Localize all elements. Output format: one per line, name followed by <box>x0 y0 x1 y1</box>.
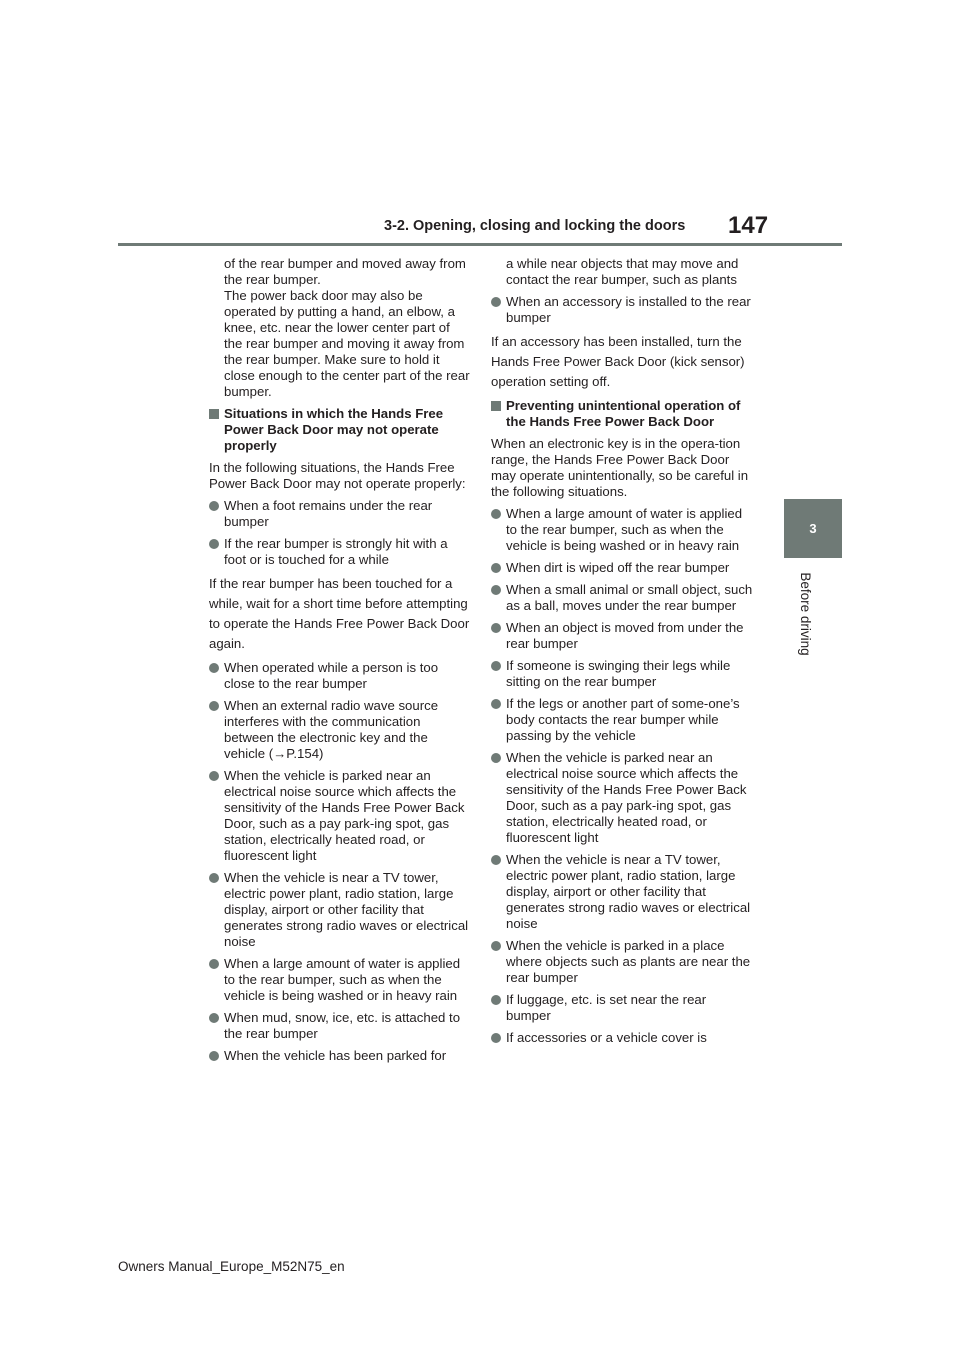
bullet-text: When operated while a person is too close to the rear bumper <box>224 660 439 691</box>
circle-bullet-icon <box>209 1013 219 1023</box>
circle-bullet-icon <box>209 501 219 511</box>
bullet-item <box>491 620 753 652</box>
bullet-item <box>209 660 471 692</box>
circle-bullet-icon <box>491 509 501 519</box>
bullet-text: When a foot remains under the rear bumper <box>224 498 433 529</box>
bullet-item <box>491 852 753 932</box>
bullet-text: When the vehicle is near a TV tower, electric power plant, radio station, large display, airport or other facility that generates strong radio waves or electrical noise <box>506 852 751 931</box>
bullet-item <box>491 582 753 614</box>
square-bullet-icon <box>209 409 219 419</box>
bullet-text: When a small animal or small object, such as a ball, moves under the rear bumper <box>506 582 753 613</box>
chapter-label: Before driving <box>798 572 813 656</box>
heading-text: Preventing unintentional operation of the Hands Free Power Back Door <box>506 398 741 429</box>
circle-bullet-icon <box>209 771 219 781</box>
bullet-text: When the vehicle is parked near an electrical noise source which affects the sensitivity of the Hands Free Power Back Door, such as a pay park-ing spot, gas station, electrically heated road, or fluorescent light <box>224 768 465 863</box>
bullet-item <box>491 1030 753 1046</box>
circle-bullet-icon <box>491 855 501 865</box>
bullet-item <box>209 1048 471 1064</box>
bullet-list <box>491 506 753 1046</box>
bullet-item <box>209 698 471 762</box>
continuation-text: a while near objects that may move and contact the rear bumper, such as plants <box>506 256 739 287</box>
intro-text: In the following situations, the Hands Free Power Back Door may not operate properly: <box>209 460 466 491</box>
bullet-text: If the rear bumper is strongly hit with a foot or is touched for a while <box>224 536 448 567</box>
circle-bullet-icon <box>209 1051 219 1061</box>
bullet-item <box>491 938 753 986</box>
continuation-text: of the rear bumper and moved away from the rear bumper. The power back door may also be operated by putting a hand, an elbow, a knee, etc. near the lower center part of the rear bumper and moving it away from the rear bumper. Make sure to hold it close enough to the center part of the rear bumper. <box>224 256 470 399</box>
intro-text: When an electronic key is in the opera-tion range, the Hands Free Power Back Door may operate unintentionally, so be careful in the following situations. <box>491 436 749 499</box>
circle-bullet-icon <box>491 297 501 307</box>
square-bullet-icon <box>491 401 501 411</box>
page-number: 147 <box>728 212 769 239</box>
note-text: If an accessory has been installed, turn the Hands Free Power Back Door (kick sensor) operation setting off. <box>491 334 745 389</box>
bullet-text: When the vehicle has been parked for <box>224 1048 447 1063</box>
bullet-item <box>491 506 753 554</box>
right-column <box>491 256 753 1052</box>
section-heading <box>491 398 753 430</box>
bullet-item <box>491 560 753 576</box>
bullet-item <box>491 294 753 326</box>
circle-bullet-icon <box>209 663 219 673</box>
circle-bullet-icon <box>209 701 219 711</box>
bullet-text: If luggage, etc. is set near the rear bumper <box>506 992 707 1023</box>
heading-text: Situations in which the Hands Free Power Back Door may not operate properly <box>224 406 444 453</box>
bullet-text: When dirt is wiped off the rear bumper <box>506 560 730 575</box>
footer-text: Owners Manual_Europe_M52N75_en <box>118 1259 345 1274</box>
bullet-text: When an external radio wave source interferes with the communication between the electronic key and the vehicle (→P.154) <box>224 698 439 761</box>
note-text: If the rear bumper has been touched for a while, wait for a short time before attempting to operate the Hands Free Power Back Door again. <box>209 576 470 651</box>
bullet-item <box>209 956 471 1004</box>
bullet-item <box>209 498 471 530</box>
bullet-item <box>209 870 471 950</box>
bullet-text: If the legs or another part of some-one’s body contacts the rear bumper while passing by the vehicle <box>506 696 740 743</box>
bullet-list <box>491 294 753 326</box>
circle-bullet-icon <box>491 1033 501 1043</box>
bullet-text: When an accessory is installed to the rear bumper <box>506 294 751 325</box>
bullet-text: When a large amount of water is applied to the rear bumper, such as when the vehicle is being washed or in heavy rain <box>224 956 461 1003</box>
chapter-number: 3 <box>809 521 817 536</box>
bullet-list <box>209 660 471 1064</box>
circle-bullet-icon <box>491 661 501 671</box>
bullet-text: If accessories or a vehicle cover is <box>506 1030 707 1045</box>
header-divider <box>118 243 842 246</box>
circle-bullet-icon <box>491 753 501 763</box>
bullet-item <box>209 1010 471 1042</box>
bullet-text: When the vehicle is near a TV tower, electric power plant, radio station, large display, airport or other facility that generates strong radio waves or electrical noise <box>224 870 469 949</box>
circle-bullet-icon <box>209 873 219 883</box>
bullet-list <box>209 498 471 568</box>
bullet-text: When a large amount of water is applied to the rear bumper, such as when the vehicle is being washed or in heavy rain <box>506 506 743 553</box>
bullet-item <box>491 992 753 1024</box>
bullet-text: When mud, snow, ice, etc. is attached to the rear bumper <box>224 1010 461 1041</box>
bullet-text: If someone is swinging their legs while sitting on the rear bumper <box>506 658 731 689</box>
bullet-item <box>209 536 471 568</box>
left-column <box>209 256 471 1070</box>
bullet-text: When the vehicle is parked in a place where objects such as plants are near the rear bumper <box>506 938 751 985</box>
circle-bullet-icon <box>491 623 501 633</box>
section-title: 3-2. Opening, closing and locking the doors <box>384 218 686 234</box>
circle-bullet-icon <box>491 995 501 1005</box>
bullet-item <box>491 750 753 846</box>
circle-bullet-icon <box>491 941 501 951</box>
bullet-item <box>209 768 471 864</box>
circle-bullet-icon <box>491 585 501 595</box>
chapter-tab[interactable] <box>784 499 842 558</box>
circle-bullet-icon <box>209 959 219 969</box>
circle-bullet-icon <box>209 539 219 549</box>
bullet-text: When an object is moved from under the rear bumper <box>506 620 744 651</box>
bullet-text: When the vehicle is parked near an electrical noise source which affects the sensitivity of the Hands Free Power Back Door, such as a pay park-ing spot, gas station, electrically heated road, or fluorescent light <box>506 750 747 845</box>
section-heading <box>209 406 471 454</box>
bullet-item <box>491 696 753 744</box>
bullet-item <box>491 658 753 690</box>
circle-bullet-icon <box>491 563 501 573</box>
circle-bullet-icon <box>491 699 501 709</box>
